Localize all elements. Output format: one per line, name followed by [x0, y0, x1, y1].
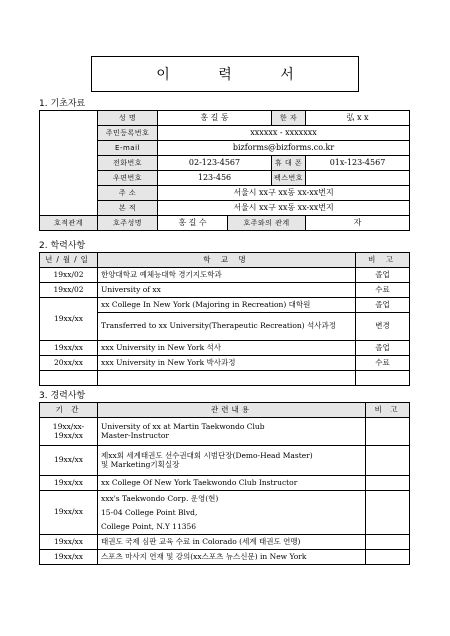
- edu-school: Transferred to xx University(Therapeutic Recreation) 석사과정: [98, 313, 356, 341]
- email-value: bizforms@bizforms.co.kr: [158, 141, 410, 156]
- career-date: 19xx/xx: [40, 476, 98, 491]
- edu-date: 19xx/xx: [40, 341, 98, 356]
- career-date: 19xx/xx: [40, 446, 98, 476]
- career-note: [366, 491, 410, 535]
- name-label: 성 명: [98, 111, 158, 126]
- edu-note: 졸업: [356, 298, 410, 313]
- edu-school: xx College In New York (Majoring in Recreation) 대학원: [98, 298, 356, 313]
- career-content: [98, 491, 366, 535]
- career-date-line: 19xx/xx: [54, 430, 83, 440]
- table-row: [40, 268, 410, 283]
- table-row: [40, 283, 410, 298]
- phone-label: 전화번호: [98, 156, 158, 171]
- table-row: [40, 446, 410, 476]
- document-title: 이 력 서: [91, 56, 359, 92]
- career-content-line: Master-Instructor: [101, 430, 169, 440]
- career-content-line: 제xx회 세계태권도 선수권대회 시범단장(Demo-Head Master): [101, 450, 313, 460]
- email-label: E-mail: [98, 141, 158, 156]
- career-content-line: University of xx at Martin Taekwondo Club: [101, 421, 265, 431]
- edu-school: University of xx: [98, 283, 356, 298]
- career-note: [366, 550, 410, 565]
- fax-value: [306, 171, 410, 186]
- address-value: 서울시 xx구 xx동 xx-xx번지: [158, 186, 410, 201]
- career-table: [39, 402, 410, 565]
- zip-label: 우편번호: [98, 171, 158, 186]
- career-content-line: xxx's Taekwondo Corp. 운영(현): [101, 493, 219, 503]
- section-career-heading: 3. 경력사항: [39, 391, 86, 401]
- career-content-line: College Point, N.Y 11356: [101, 521, 197, 531]
- edu-date: 20xx/xx: [40, 356, 98, 371]
- career-date: 19xx/xx: [40, 535, 98, 550]
- mobile-value: 01x-123-4567: [306, 156, 410, 171]
- edu-date: 19xx/02: [40, 268, 98, 283]
- origin-label: 본 적: [98, 201, 158, 216]
- table-row: [40, 535, 410, 550]
- edu-date: 19xx/02: [40, 283, 98, 298]
- rrn-label: 주민등록번호: [98, 126, 158, 141]
- career-content: [98, 446, 366, 476]
- career-header-note: 비 고: [366, 403, 410, 418]
- phone-value: 02-123-4567: [158, 156, 272, 171]
- edu-header-note: 비 고: [356, 253, 410, 268]
- section-education-heading: 2. 학력사항: [39, 241, 86, 251]
- hanja-value: 弘 x x: [306, 111, 410, 126]
- career-header-content: 관련내용: [98, 403, 366, 418]
- edu-header-date: 년/월/일: [40, 253, 98, 268]
- edu-note: 수료: [356, 356, 410, 371]
- hanja-label: 한 자: [272, 111, 306, 126]
- table-row: [40, 491, 410, 535]
- mobile-label: 휴 대 폰: [272, 156, 306, 171]
- table-row: [40, 418, 410, 446]
- career-note: [366, 476, 410, 491]
- career-content-line: 15-04 College Point Blvd,: [101, 507, 198, 517]
- zip-value: 123-456: [158, 171, 272, 186]
- head-label: 호주성명: [98, 216, 158, 231]
- career-header-period: 기 간: [40, 403, 98, 418]
- edu-header-school: 학 교 명: [98, 253, 356, 268]
- career-note: [366, 535, 410, 550]
- rrn-value: xxxxxx - xxxxxxx: [158, 126, 410, 141]
- table-row: [40, 298, 410, 313]
- table-row: [40, 550, 410, 565]
- address-label: 주 소: [98, 186, 158, 201]
- edu-date: [40, 371, 98, 386]
- edu-note: 졸업: [356, 268, 410, 283]
- career-content: 태권도 국제 심판 교육 수료 in Colorado (세계 태권도 연맹): [98, 535, 366, 550]
- edu-school: xxx University in New York 박사과정: [98, 356, 356, 371]
- career-date: 19xx/xx: [40, 550, 98, 565]
- career-content: 스포츠 마사지 연재 및 강의(xx스포츠 뉴스신문) in New York: [98, 550, 366, 565]
- head-value: 홍 길 수: [158, 216, 228, 231]
- career-date: [40, 418, 98, 446]
- relation-label: 호주와의 관계: [228, 216, 306, 231]
- basic-info-table: [39, 110, 410, 231]
- edu-school: [98, 371, 356, 386]
- edu-note: 수료: [356, 283, 410, 298]
- table-row: [40, 341, 410, 356]
- table-row: [40, 356, 410, 371]
- relation-value: 자: [306, 216, 410, 231]
- edu-school: 한양대학교 예체능대학 경기지도학과: [98, 268, 356, 283]
- career-note: [366, 418, 410, 446]
- edu-note: 졸업: [356, 341, 410, 356]
- table-row: [40, 476, 410, 491]
- career-content: [98, 418, 366, 446]
- edu-school: xxx University in New York 석사: [98, 341, 356, 356]
- career-note: [366, 446, 410, 476]
- origin-value: 서울시 xx구 xx동 xx-xx번지: [158, 201, 410, 216]
- edu-note: [356, 371, 410, 386]
- photo-box[interactable]: [40, 111, 98, 216]
- table-row: [40, 371, 410, 386]
- family-label: 호적관계: [40, 216, 98, 231]
- education-table: [39, 252, 410, 386]
- section-basic-heading: 1. 기초자료: [39, 99, 86, 109]
- career-date-line: 19xx/xx-: [52, 421, 85, 431]
- career-content-line: 및 Marketing기획실장: [101, 459, 180, 469]
- career-content: xx College Of New York Taekwondo Club Instructor: [98, 476, 366, 491]
- edu-date: 19xx/xx: [40, 298, 98, 341]
- career-date: 19xx/xx: [40, 491, 98, 535]
- name-value: 홍 길 동: [158, 111, 272, 126]
- fax-label: 팩스번호: [272, 171, 306, 186]
- edu-note: 변경: [356, 313, 410, 341]
